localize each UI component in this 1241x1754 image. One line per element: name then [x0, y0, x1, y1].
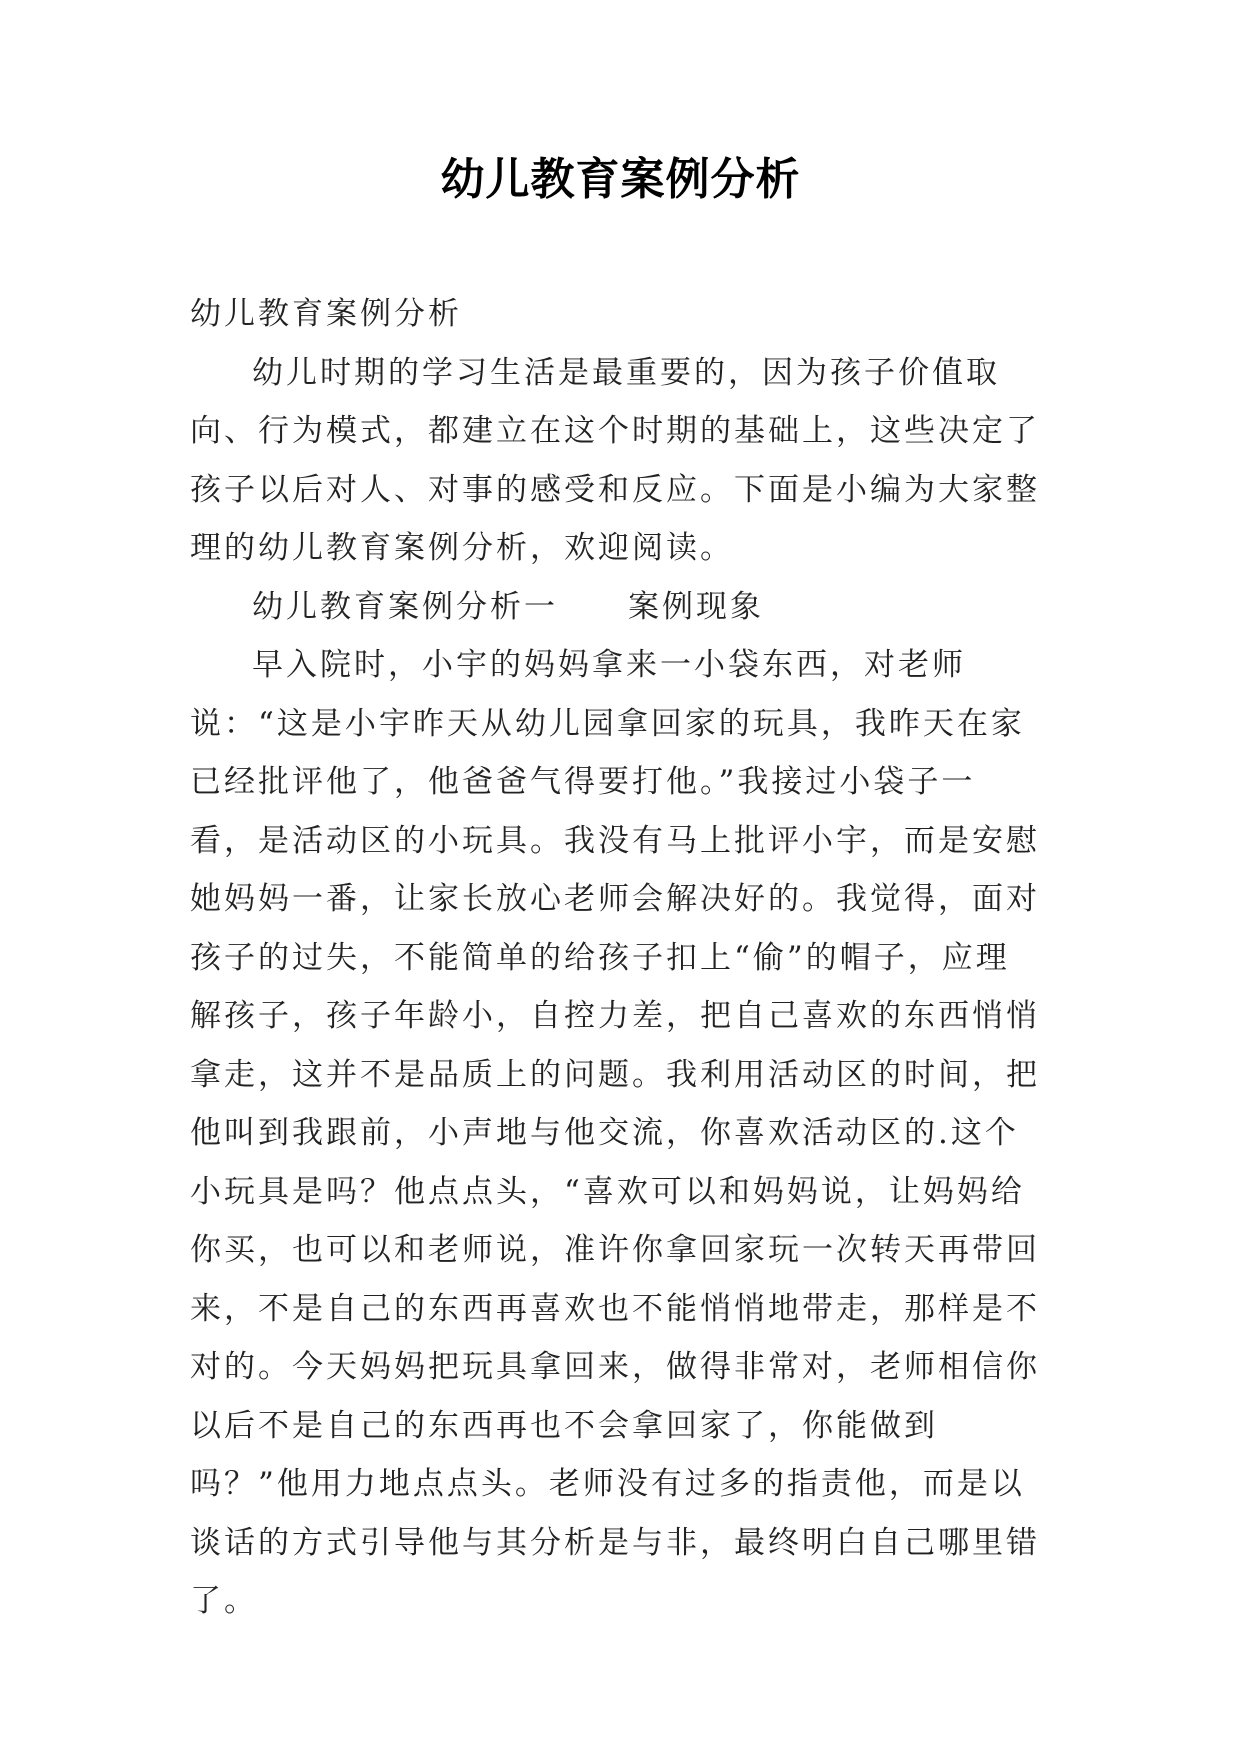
document-subtitle: 幼儿教育案例分析 — [190, 296, 462, 332]
section-subtitle: 案例现象 — [628, 588, 764, 625]
case-paragraph: 早入院时，小宇的妈妈拿来一小袋东西，对老师说：“这是小宇昨天从幼儿园拿回家的玩具，我昨天在家已经批评他了，他爸爸气得要打他。”我接过小袋子一看，是活动区的小玩具。我没有马上批评小宇，而是安慰她妈妈一番，让家长放心老师会解决好的。我觉得，面对孩子的过失，不能简单的给孩子扣上“偷”的帽子，应理解孩子，孩子年龄小，自控力差，把自己喜欢的东西悄悄拿走，这并不是品质上的问题。我利用活动区的时间，把他叫到我跟前，小声地与他交流，你喜欢活动区的.这个小玩具是吗？他点点头，“喜欢可以和妈妈说，让妈妈给你买，也可以和老师说，准许你拿回家玩一次转天再带回来，不是自己的东西再喜欢也不能悄悄地带走，那样是不对的。今天妈妈把玩具拿回来，做得非常对，老师相信你以后不是自己的东西再也不会拿回家了，你能做到吗？”他用力地点点头。老师没有过多的指责他，而是以谈话的方式引导他与其分析是与非，最终明白自己哪里错了。 — [190, 647, 1040, 1619]
section-heading — [190, 578, 1040, 637]
section-title: 幼儿教育案例分析一 — [252, 588, 558, 625]
document-body — [190, 285, 1040, 1631]
intro-paragraph: 幼儿时期的学习生活是最重要的，因为孩子价值取向、行为模式，都建立在这个时期的基础上，这些决定了孩子以后对人、对事的感受和反应。下面是小编为大家整理的幼儿教育案例分析，欢迎阅读。 — [190, 354, 1040, 566]
document-title: 幼儿教育案例分析 — [440, 154, 801, 205]
